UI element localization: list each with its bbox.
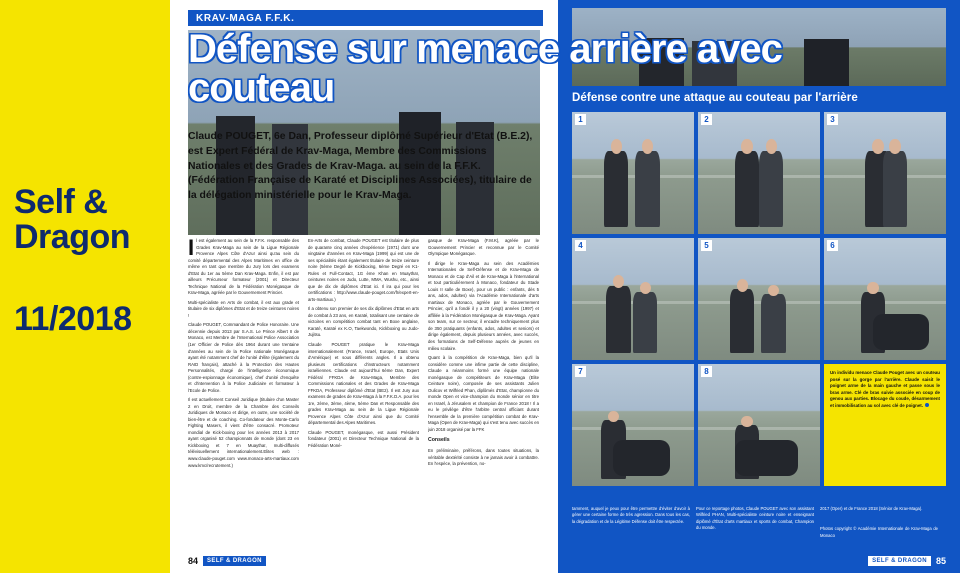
footer-logo: SELF & DRAGON	[203, 556, 266, 566]
paragraph	[188, 238, 299, 297]
caption-text-part: 2017 (Oper) et de France 2018 (Sénior de Krav-Maga).	[820, 506, 923, 511]
step-photo	[698, 112, 820, 234]
photo-figure	[873, 314, 929, 351]
step-number: 5	[701, 240, 712, 251]
section-kicker-label: KRAV-MAGA F.F.K.	[196, 13, 295, 24]
step-number: 6	[827, 240, 838, 251]
step-number: 8	[701, 366, 712, 377]
step-photo	[824, 112, 946, 234]
page-number: 85	[935, 556, 946, 566]
photo-figure	[730, 289, 754, 352]
issue-date: 11/2018	[14, 300, 132, 338]
left-page-footer	[188, 556, 266, 566]
section-kicker	[188, 10, 543, 26]
step-number: 1	[575, 114, 586, 125]
paragraph: Claude POUGET, Commandant de Police Honoraire. Une décennie depuis 2013 par S.A.S. Le Prince Albert II de Monaco, est Membre de l'International Police Association (1er Officier de Police dès 1964 durant une trentaine d'années au sein de la Police nationale Monégasque ayant été notamment chef de l'unité d'élite (également du RAID français), attaché à la Protection des Hautes Personnalités, chargé de l'intelligence économique (contre-espionnage économique), chef d'unité d'enquête et d'intervention à la Police Judiciaire et formateur à l'Ecole de Police.	[188, 322, 299, 393]
drop-cap: I	[188, 238, 195, 260]
photo-scene	[572, 112, 694, 234]
article-columns	[188, 238, 540, 548]
photo-credit: Photos copyright © Académie Internationale de Krav-Maga de Monaco	[820, 526, 938, 538]
article-column	[188, 238, 299, 548]
paragraph: Il a obtenu son premier de ses dix diplômes d'Etat en arts de combat à 23 ans, en Karaté, totalisant une centaine de victoires en compétition combat tant en Boxe anglaise, Karaté, Karaté ex K.O, Taekwondo, Kickboxing ou Judo-Jujitsu.	[308, 306, 419, 338]
step-photo	[572, 112, 694, 234]
paragraph: En-Arts de combat, Claude POUGET est titulaire de plus de quarante cinq années d'expérience (1971) dont une vingtaine d'années en Krav-Maga (1999) qui est une de ses spécialités étant également titulaire de treize ceinture noire (5ème Degré de Kickboxing, 6ème Degré en K1-Rules et Full-Contact, 1G ème Khan en Muaythaï, ceintures noires en Judo, Lutte, MMA, Wushu, etc., ainsi que de dix de diplômes d'Etat ici. Il ira qui pour les certifications : http://www.claude-pouget.com/fr/expert-en-arts-martiaux.)	[308, 238, 419, 302]
bullet-dot-icon	[925, 403, 929, 407]
step-number: 4	[575, 240, 586, 251]
spread	[170, 0, 960, 573]
photo-figure	[735, 151, 759, 227]
paragraph: Multi-spécialiste en Arts de combat, il est aux grade et titulaire de six diplômes d'Etat et de treize ceintures noires !	[188, 299, 299, 318]
paragraph: Claude POUGET pratique le Krav-Maga internationalement (France, Israël, Europe, Etats Unis d'Amérique) et sous différents angles. Il a obtenu plusieurs certifications d'instructeurs notamment israéliennes. Claude est aujourd'hui 6ème Dan, Expert Fédéral FFKDA de Krav-Maga, Membre des Commissions nationales et des Grades de Krav-Maga FFKDA, Professeur diplômé d'Etat (BE2). Il est Jury aux examens de grades de Krav-Maga à la F.F.K.D.A. pour les 1re, 2ème, 3ème, 4ème, 5ème Dan et Responsable des grades Krav-Maga au sein de la Ligue Régionale Provence Alpes Côte d'Azur ainsi que du Comité départemental des Alpes Maritimes.	[308, 341, 419, 426]
step-photo	[572, 238, 694, 360]
caption-text	[820, 506, 938, 539]
page-number: 84	[188, 556, 199, 566]
paragraph: gasque de Krav-Maga (F.M.K), agréée par le Gouvernement Princier et reconnue par le Comité Olympique Monégasque.	[428, 238, 539, 257]
subheading: Conseils	[428, 437, 450, 444]
technique-caption	[824, 364, 946, 486]
magazine-name-line1: Self &	[14, 183, 108, 221]
caption-text: tamment, auquel je peux pour être permettre d'éviter d'avoir à gérer une certaine forme de très agression. Dans tous les cas, la dégradation et de la Légitime Défense doit être respectée.	[572, 506, 690, 524]
photo-figure	[604, 151, 628, 227]
photo-figure	[613, 440, 669, 477]
right-page-footer	[868, 556, 946, 566]
article-column	[308, 238, 419, 548]
photo-figure	[735, 440, 798, 477]
photo-figure	[883, 151, 907, 227]
footer-logo: SELF & DRAGON	[868, 556, 931, 566]
right-page-captions	[572, 506, 946, 539]
paragraph-text: l est également au sein de la F.F.K. responsable des Grades Krav-Maga au sein de la Ligue Régionale Provence Alpes Côte d'Azur ainsi qu'au sein du comité départemental des Alpes Maritimes en office de même en tant que membre du Jury lors des examens d'Etat du 1er au 5ème Dan Krav-Maga. Enfin, il est par ailleurs Précurseur formateur (2001) et Directeur Technique National de la Fédération Monégasque de Krav-Maga, agréée par le Gouvernement Princier.	[188, 238, 299, 296]
magazine-name-line2: Dragon	[14, 217, 130, 256]
paragraph: En préliminaire, préférons, dans toutes situations, la véritable dextérité consiste à ne jamais avoir à combattre. En l'espèce, la prévention, no-	[428, 448, 539, 467]
step-photo	[824, 238, 946, 360]
paragraph: Il dirige le Krav-Maga au sein des Académies Internationales de Self-Défense et de Krav-Maga de Monaco et de Cap d'Ail et de Krav-Maga à l'international et tout particulièrement à Monaco, fondateur du Stade Louis II salle de Boxe), pour un public : enfants, dès 5 ans, ados, adultes) via l'Académie Internationale d'arts martiaux de Monaco, agréée par le Gouvernement Princier, qu'il a fondé il y a 20 (vingt) années (1997) et affiliée à la Fédération Monégasque de Krav-Maga. Ayant son team, sur ce secteur, il encadre techniquement plus de 350 pratiquants (enfants, ados, adultes et seniors) et dirige également, depuis plusieurs années, avec succès, des formations de Self-Défense auprès de jeunes en milieu scolaire.	[428, 260, 539, 351]
sequence-title: Défense contre une attaque au couteau par l'arrière	[572, 92, 858, 104]
page-title: Défense sur menace arrière avec couteau	[188, 27, 782, 111]
caption-text: Pour ce reportage photos, Claude POUGET avec son assistant Wilfried PHAN, Multi-spécialiste ceinture noire et enseignant diplômé d'État d'arts martiaux et sports de combat, Champion du monde.	[696, 506, 814, 530]
step-number: 2	[701, 114, 712, 125]
step-photo	[698, 364, 820, 486]
step-number: 7	[575, 366, 586, 377]
photo-scene	[698, 238, 820, 360]
photo-figure	[804, 39, 849, 86]
technique-caption-text: Un individu menace Claude Pouget avec un couteau posé sur la gorge par l'arrière. Claude saisit le poignet arme de la main gauche et passe sous le bras arme. Clé de bras suivie associée en coup de genou aux parties. Blocage du coude, désarmement et immobilisation au sol avec clé de poignet.	[830, 370, 940, 409]
step-photo	[698, 238, 820, 360]
photo-figure	[761, 294, 785, 353]
standfirst: Claude POUGET, 6e Dan, Professeur diplômé Supérieur d'Etat (B.E.2), est Expert Fédéral de Krav-Maga, Membre des Commissions Nationales et des Grades de Krav-Maga. au sein de la F.F.K. (Fédération Française de Karaté et Disciplines Associées), titulaire de la délégation ministérielle pour le Krav-Maga.	[188, 131, 533, 202]
step-photo	[572, 364, 694, 486]
branding-column	[0, 0, 170, 573]
photo-figure	[606, 286, 630, 353]
article-column	[428, 238, 539, 548]
paragraph: Claude POUGET, monégasque, est aussi Président fondateur (2001) et Directeur Technique National de la Fédération Moné-	[308, 429, 419, 448]
paragraph: Il est actuellement Conseil Juridique (titulaire d'un Master 2 en Droit, membre de la Chambre des Conseils Juridiques de Monaco et dirige, en outre, une société de bien-être et de coaching. Co-fondateur des Monte-Carlo Fighting Masers, il vient d'être consacré. Promoteur mondial de Kick-boxing pour les années 2013 à 2017 ayant organisé 52 championnats de monde (dont 23 en Kickboxing et 7 en Muaythaï, multi-diffusés télévisuellement internationalement.Elites web : www.claude-pouget.com www.monaco-arts-martiaux.com www.kmc/recrutement.)	[188, 397, 299, 468]
photo-figure	[759, 151, 783, 227]
step-photo-grid	[572, 112, 946, 486]
paragraph: Quant à la compétition de Krav-Maga, bien qu'il la considère comme une infime partie de cette discipline, Claude a néanmoins formé une équipe nationale monégasque de compétiteurs de Krav-Maga (Elite Ceinture noire), composée de ses assistants Julien Oulicov et Wilfried Phan, diplômés d'Etat, championne du monde Open et vice-champion du monde sénior en titre en Israël, à Jérusalem et champion de France 2018 ! Il a eu le privilège d'être l'arbitre central officiant durant l'ensemble de la première compétition combat de Krav-Maga (Open de Krav-Maga) qui s'est tenu avec succès en juin 2018 organisé par la FFK	[428, 355, 539, 432]
photo-figure	[633, 292, 657, 353]
step-number: 3	[827, 114, 838, 125]
photo-figure	[635, 151, 659, 227]
magazine-name	[14, 185, 164, 254]
